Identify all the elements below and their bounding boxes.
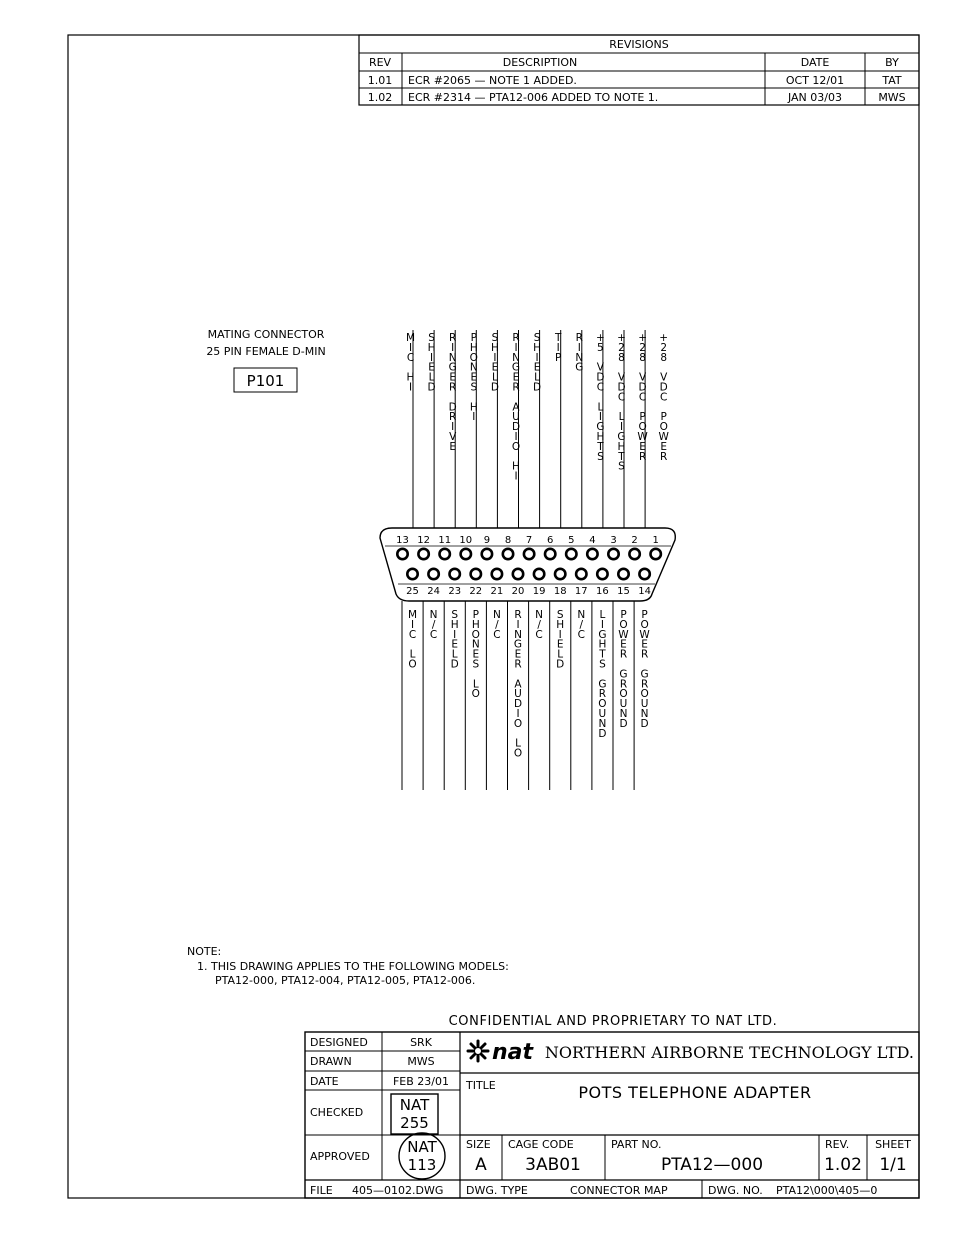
rev-value: 1.02 xyxy=(824,1155,862,1175)
connector-ref: P101 xyxy=(246,372,285,390)
top-row-wires xyxy=(406,330,670,528)
pin-contact xyxy=(397,549,407,559)
note-line1: 1. THIS DRAWING APPLIES TO THE FOLLOWING MODELS: xyxy=(197,960,509,973)
pin-number: 19 xyxy=(532,586,546,597)
description-cell: ECR #2065 — NOTE 1 ADDED. xyxy=(408,74,577,87)
pin-signal-label: P H O N E S H I xyxy=(469,332,478,424)
pin-contact xyxy=(513,569,523,579)
description-header: DESCRIPTION xyxy=(502,56,578,69)
bottom-row-wires xyxy=(402,601,650,790)
approved-label: APPROVED xyxy=(310,1150,370,1163)
pin-number: 11 xyxy=(438,535,452,546)
part-label: PART NO. xyxy=(611,1138,662,1151)
rev-cell: 1.02 xyxy=(367,91,393,104)
cage-label: CAGE CODE xyxy=(508,1138,574,1151)
pin-contact xyxy=(440,549,450,559)
pin-number: 12 xyxy=(417,535,430,546)
pin-signal-label: M I C L O xyxy=(407,609,418,671)
pin-signal-label: + 2 8 V D C P O W E R xyxy=(637,332,648,463)
pin-signal-label: S H I E L D xyxy=(490,332,499,394)
pin-number: 14 xyxy=(638,586,651,597)
size-value: A xyxy=(475,1155,487,1175)
pin-signal-label: S H I E L D xyxy=(427,332,436,394)
dsub-connector xyxy=(380,528,675,601)
date-header: DATE xyxy=(800,56,830,69)
pin-contact xyxy=(428,569,438,579)
pin-signal-label: N / C xyxy=(429,609,438,641)
pin-signal-label: + 5 V D C L I G H T S xyxy=(595,332,605,463)
date-label: DATE xyxy=(310,1075,339,1088)
checked-label: CHECKED xyxy=(310,1106,364,1119)
pin-contact xyxy=(545,549,555,559)
pin-signal-label: M I C H I xyxy=(405,332,416,394)
pin-number: 5 xyxy=(568,535,575,546)
size-label: SIZE xyxy=(466,1138,491,1151)
pin-contact xyxy=(639,569,649,579)
pin-contact xyxy=(450,569,460,579)
dwg-type-label: DWG. TYPE xyxy=(466,1184,528,1197)
pin-contact xyxy=(492,569,502,579)
by-header: BY xyxy=(885,56,899,69)
rev-header: REV xyxy=(368,56,392,69)
pin-number: 4 xyxy=(589,535,596,546)
by-cell: MWS xyxy=(878,91,906,104)
pin-signal-label: P H O N E S L O xyxy=(471,609,480,701)
pin-number: 17 xyxy=(574,586,588,597)
pin-signal-label: N / C xyxy=(535,609,544,641)
rev-cell: 1.01 xyxy=(367,74,393,87)
pin-contact xyxy=(597,569,607,579)
approved-stamp-line1: NAT xyxy=(407,1138,437,1156)
pin-signal-label: R I N G E R A U D I O L O xyxy=(513,609,523,760)
pin-number: 8 xyxy=(504,535,512,546)
pin-signal-label: S H I E L D xyxy=(533,332,542,394)
pin-number: 10 xyxy=(459,535,473,546)
pin-contact xyxy=(651,549,661,559)
dwg-type-value: CONNECTOR MAP xyxy=(570,1184,668,1197)
pin-number: 16 xyxy=(596,586,609,597)
pin-contact xyxy=(418,549,428,559)
drawing-title: POTS TELEPHONE ADAPTER xyxy=(578,1083,812,1102)
pin-signal-label: + 2 8 V D C L I G H T S xyxy=(617,332,626,473)
approved-stamp-line2: 113 xyxy=(407,1156,437,1174)
pin-signal-label: P O W E R G R O U N D xyxy=(618,609,629,730)
pin-number: 7 xyxy=(525,535,533,546)
pin-number: 24 xyxy=(427,586,440,597)
drawing-note xyxy=(187,945,509,987)
pin-number: 18 xyxy=(553,586,567,597)
checked-stamp-line2: 255 xyxy=(400,1114,429,1132)
pin-contact xyxy=(407,569,417,579)
date-cell: JAN 03/03 xyxy=(787,91,843,104)
pin-contact xyxy=(482,549,492,559)
pin-contact xyxy=(461,549,471,559)
title-label: TITLE xyxy=(466,1079,496,1092)
pin-number: 22 xyxy=(469,586,483,597)
sheet-value: 1/1 xyxy=(879,1155,907,1175)
pin-number: 13 xyxy=(396,535,409,546)
pin-signal-label: R I N G xyxy=(575,332,584,374)
connector-caption xyxy=(206,328,325,392)
pin-number: 6 xyxy=(547,535,554,546)
pin-signal-label: N / C xyxy=(492,609,501,641)
nat-logo-icon xyxy=(468,1041,488,1061)
note-line2: PTA12-000, PTA12-004, PTA12-005, PTA12-006. xyxy=(215,974,476,987)
cage-value: 3AB01 xyxy=(525,1155,581,1175)
pin-signal-label: S H I E L D xyxy=(450,609,459,671)
pin-signal-label: R I N G E R D R I V E xyxy=(448,332,457,453)
pin-contact xyxy=(576,569,586,579)
date-cell: OCT 12/01 xyxy=(785,74,845,87)
connector-caption-line1: MATING CONNECTOR xyxy=(207,328,325,341)
title-block xyxy=(305,1032,919,1198)
by-cell: TAT xyxy=(882,74,902,87)
part-value: PTA12—000 xyxy=(660,1155,764,1175)
date-value: FEB 23/01 xyxy=(392,1075,450,1088)
checked-stamp-line1: NAT xyxy=(399,1096,430,1114)
note-heading: NOTE: xyxy=(187,945,222,958)
pin-contact xyxy=(587,549,597,559)
pin-number: 21 xyxy=(490,586,504,597)
pin-signal-label: + 2 8 V D C P O W E R xyxy=(658,332,669,463)
revisions-title: REVISIONS xyxy=(609,38,669,51)
pin-number: 15 xyxy=(617,586,630,597)
revisions-table xyxy=(359,35,919,105)
pin-signal-label: S H I E L D xyxy=(556,609,565,671)
dwg-no-value: PTA12\000\405—0 xyxy=(776,1184,878,1197)
pin-number: 20 xyxy=(511,586,525,597)
sheet-label: SHEET xyxy=(875,1138,911,1151)
pin-contact xyxy=(608,549,618,559)
drawn-label: DRAWN xyxy=(310,1055,352,1068)
company-name: NORTHERN AIRBORNE TECHNOLOGY LTD. xyxy=(544,1043,914,1062)
pin-contact xyxy=(629,549,639,559)
file-value: 405—0102.DWG xyxy=(352,1184,444,1197)
connector-caption-line2: 25 PIN FEMALE D-MIN xyxy=(206,345,326,358)
pin-number: 2 xyxy=(631,535,638,546)
pin-number: 3 xyxy=(610,535,617,546)
confidential-notice: CONFIDENTIAL AND PROPRIETARY TO NAT LTD. xyxy=(448,1014,778,1029)
pin-signal-label: T I P xyxy=(554,332,562,364)
file-label: FILE xyxy=(310,1184,333,1197)
rev-label: REV. xyxy=(825,1138,850,1151)
pin-signal-label: P O W E R G R O U N D xyxy=(639,609,650,730)
pin-number: 1 xyxy=(652,535,659,546)
pin-signal-label: L I G H T S G R O U N D xyxy=(598,609,607,740)
logo-text: nat xyxy=(492,1040,534,1065)
description-cell: ECR #2314 — PTA12-006 ADDED TO NOTE 1. xyxy=(408,91,659,104)
pin-number: 25 xyxy=(406,586,419,597)
dwg-no-label: DWG. NO. xyxy=(708,1184,763,1197)
designed-label: DESIGNED xyxy=(310,1036,368,1049)
pin-contact xyxy=(618,569,628,579)
drawn-value: MWS xyxy=(407,1055,435,1068)
pin-signal-label: N / C xyxy=(577,609,586,641)
pin-signal-label: R I N G E R A U D I O H I xyxy=(511,332,521,483)
pin-number: 9 xyxy=(483,535,491,546)
pin-contact xyxy=(555,569,565,579)
pin-contact xyxy=(534,569,544,579)
pin-contact xyxy=(524,549,534,559)
pin-contact xyxy=(471,569,481,579)
designed-value: SRK xyxy=(410,1036,432,1049)
pin-contact xyxy=(566,549,576,559)
pin-contact xyxy=(503,549,513,559)
pin-number: 23 xyxy=(448,586,462,597)
